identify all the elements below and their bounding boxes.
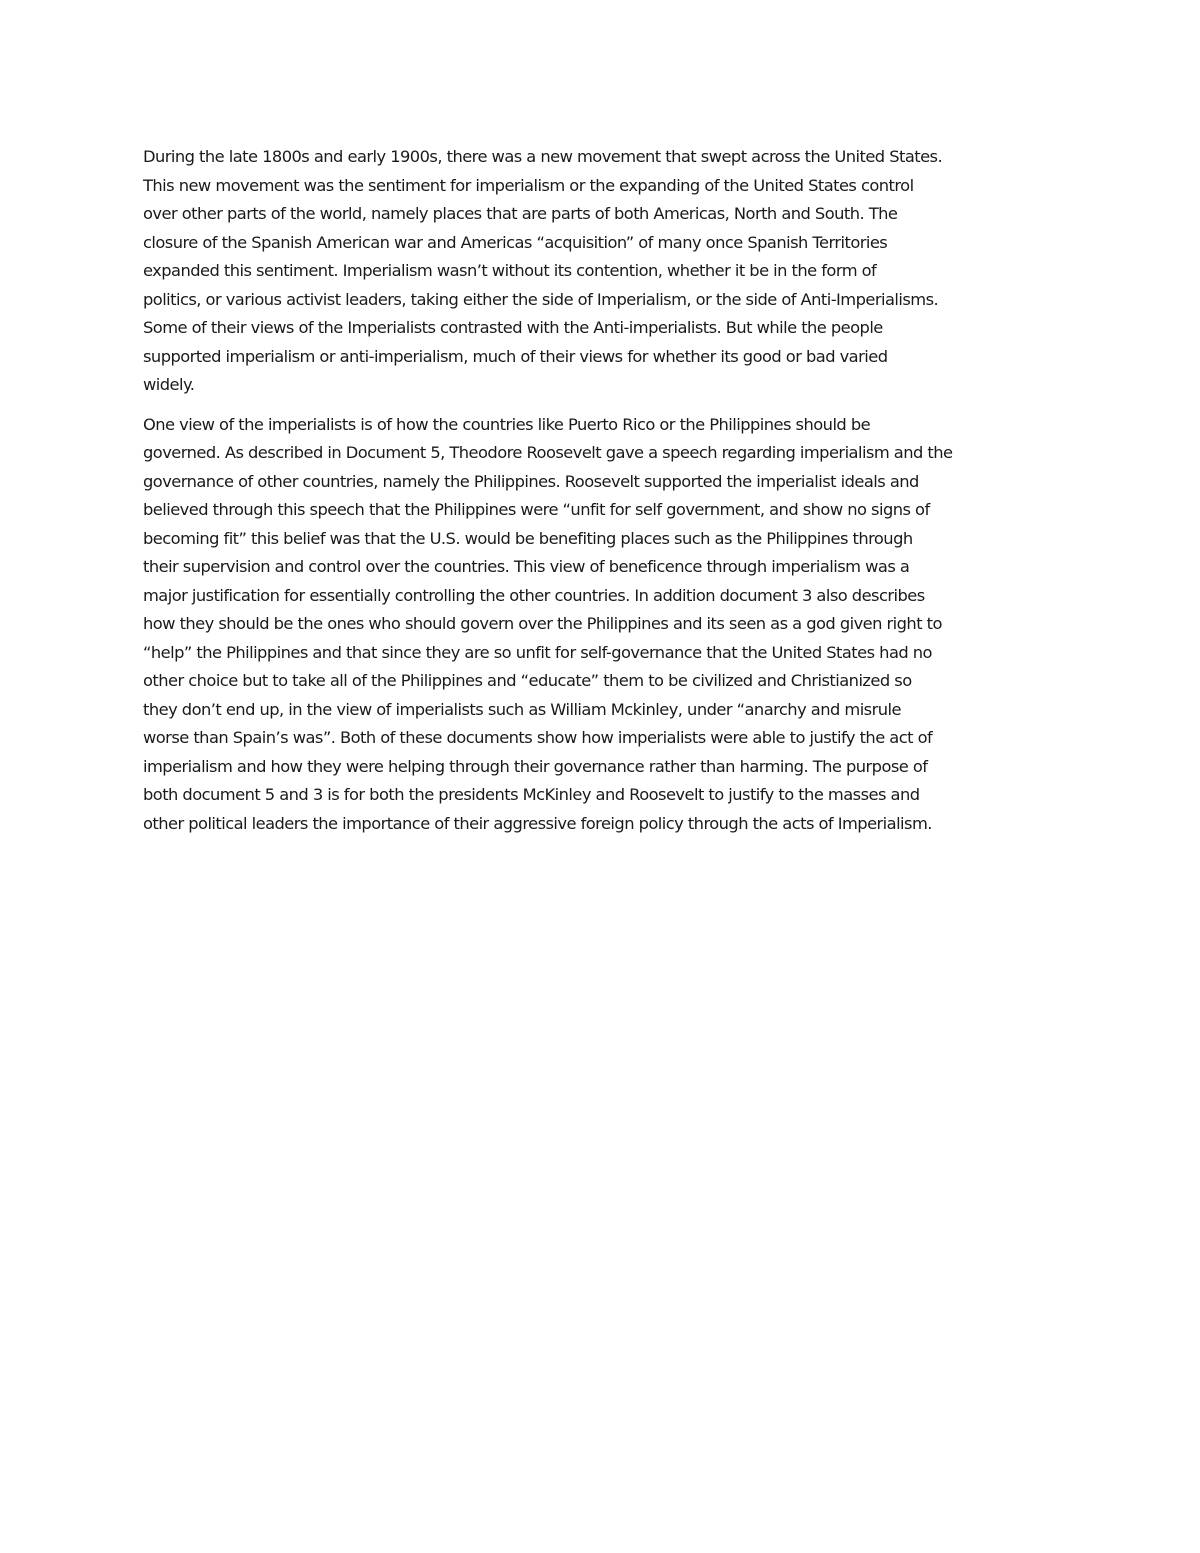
paragraph-line: widely. [143, 375, 195, 394]
paragraph-line: imperialism and how they were helping through their governance rather than harming. The purpose of [143, 756, 928, 776]
paragraph-line: This new movement was the sentiment for imperialism or the expanding of the United States control [143, 175, 914, 195]
paragraph-line: During the late 1800s and early 1900s, there was a new movement that swept across the United States. [143, 147, 943, 166]
paragraph-line: they don’t end up, in the view of imperialists such as William Mckinley, under “anarchy and misrule [143, 699, 901, 719]
paragraph-line: “help” the Philippines and that since they are so unfit for self-governance that the United States had no [143, 642, 932, 662]
paragraph-line: both document 5 and 3 is for both the presidents McKinley and Roosevelt to justify to the masses and [143, 785, 920, 804]
paragraph-line: One view of the imperialists is of how the countries like Puerto Rico or the Philippines should be [143, 414, 871, 434]
paragraph-line: governance of other countries, namely the Philippines. Roosevelt supported the imperialist ideals and [143, 471, 919, 491]
paragraph-line: Some of their views of the Imperialists contrasted with the Anti-imperialists. But while the people [143, 318, 883, 337]
paragraph-line: worse than Spain’s was”. Both of these documents show how imperialists were able to justify the act of [143, 728, 933, 747]
paragraph-line: governed. As described in Document 5, Theodore Roosevelt gave a speech regarding imperialism and the [143, 443, 953, 462]
paragraph-line: believed through this speech that the Philippines were “unfit for self government, and show no signs of [143, 500, 930, 519]
document-body [143, 143, 1073, 838]
paragraph-line: other political leaders the importance of their aggressive foreign policy through the acts of Imperialism. [143, 813, 932, 833]
paragraph-line: becoming fit” this belief was that the U.S. would be benefiting places such as the Philippines through [143, 528, 913, 548]
paragraph-2 [143, 411, 1073, 839]
paragraph-line: closure of the Spanish American war and Americas “acquisition” of many once Spanish Territories [143, 232, 888, 252]
paragraph-line: how they should be the ones who should govern over the Philippines and its seen as a god given right to [143, 614, 942, 633]
paragraph-spacer [143, 400, 1073, 411]
paragraph-line: expanded this sentiment. Imperialism wasn’t without its contention, whether it be in the form of [143, 261, 877, 280]
paragraph-line: major justification for essentially controlling the other countries. In addition document 3 also describes [143, 585, 925, 605]
paragraph-line: other choice but to take all of the Philippines and “educate” them to be civilized and Christianized so [143, 671, 912, 690]
paragraph-1 [143, 143, 1073, 400]
paragraph-line: their supervision and control over the countries. This view of beneficence through imperialism was a [143, 557, 910, 576]
paragraph-line: supported imperialism or anti-imperialism, much of their views for whether its good or bad varied [143, 346, 888, 366]
paragraph-line: over other parts of the world, namely places that are parts of both Americas, North and South. The [143, 204, 898, 223]
paragraph-line: politics, or various activist leaders, taking either the side of Imperialism, or the side of Anti-Imperialisms. [143, 289, 939, 309]
